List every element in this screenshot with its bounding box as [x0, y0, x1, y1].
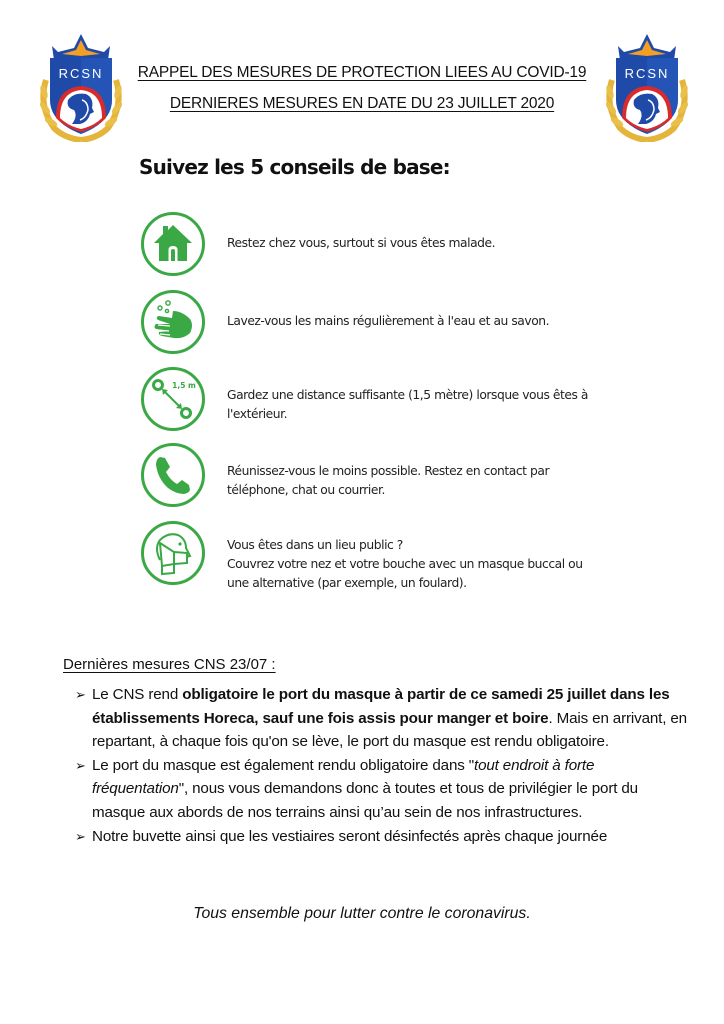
house-icon: [140, 211, 206, 277]
distance-icon: [140, 366, 206, 432]
washing-hands-icon: [140, 289, 206, 355]
crest-icon: [36, 30, 126, 142]
arrow-bullet-icon: ➢: [75, 757, 86, 773]
svg-text:RCSN: RCSN: [624, 66, 670, 81]
arrow-bullet-icon: ➢: [75, 687, 86, 702]
phone-icon: [140, 442, 206, 508]
measures-list: [74, 683, 694, 848]
header-title-line1: RAPPEL DES MESURES DE PROTECTION LIEES AU COVID-19: [137, 64, 587, 81]
closing-slogan: Tous ensemble pour lutter contre le coronavirus.: [193, 905, 531, 922]
advice-title: Suivez les 5 conseils de base:: [139, 155, 450, 179]
header-title-line2: DERNIERES MESURES EN DATE DU 23 JUILLET 2020: [169, 95, 555, 112]
crest-icon: [602, 30, 692, 142]
rcsn-logo-left: [36, 30, 126, 142]
measure-item-masks-horeca: ➢ Le CNS rend obligatoire le port du masque à partir de ce samedi 25 juillet dans les établissements Horeca, sauf une fois assis pour manger et boire. Mais en arrivant, en repartant, à chaque fois qu'on se lève, le port du masque est rendu obligatoire.: [74, 683, 694, 754]
measures-title: Dernières mesures CNS 23/07 :: [63, 656, 276, 673]
arrow-bullet-icon: ➢: [75, 828, 86, 844]
measure-item-crowded-places: ➢ Le port du masque est également rendu obligatoire dans "tout endroit à forte fréquentation", nous vous demandons donc à toutes et tous de privilégier le port du masque aux abords de nos terrains ainsi qu’au sein de nos infrastructures.: [74, 754, 694, 825]
face-mask-icon: [140, 520, 206, 586]
measure-item-disinfection: ➢ Notre buvette ainsi que les vestiaires seront désinfectés après chaque journée: [74, 825, 694, 849]
svg-text:RCSN: RCSN: [58, 66, 104, 81]
svg-text:1,5 m: 1,5 m: [172, 381, 196, 390]
rcsn-logo-right: [602, 30, 692, 142]
